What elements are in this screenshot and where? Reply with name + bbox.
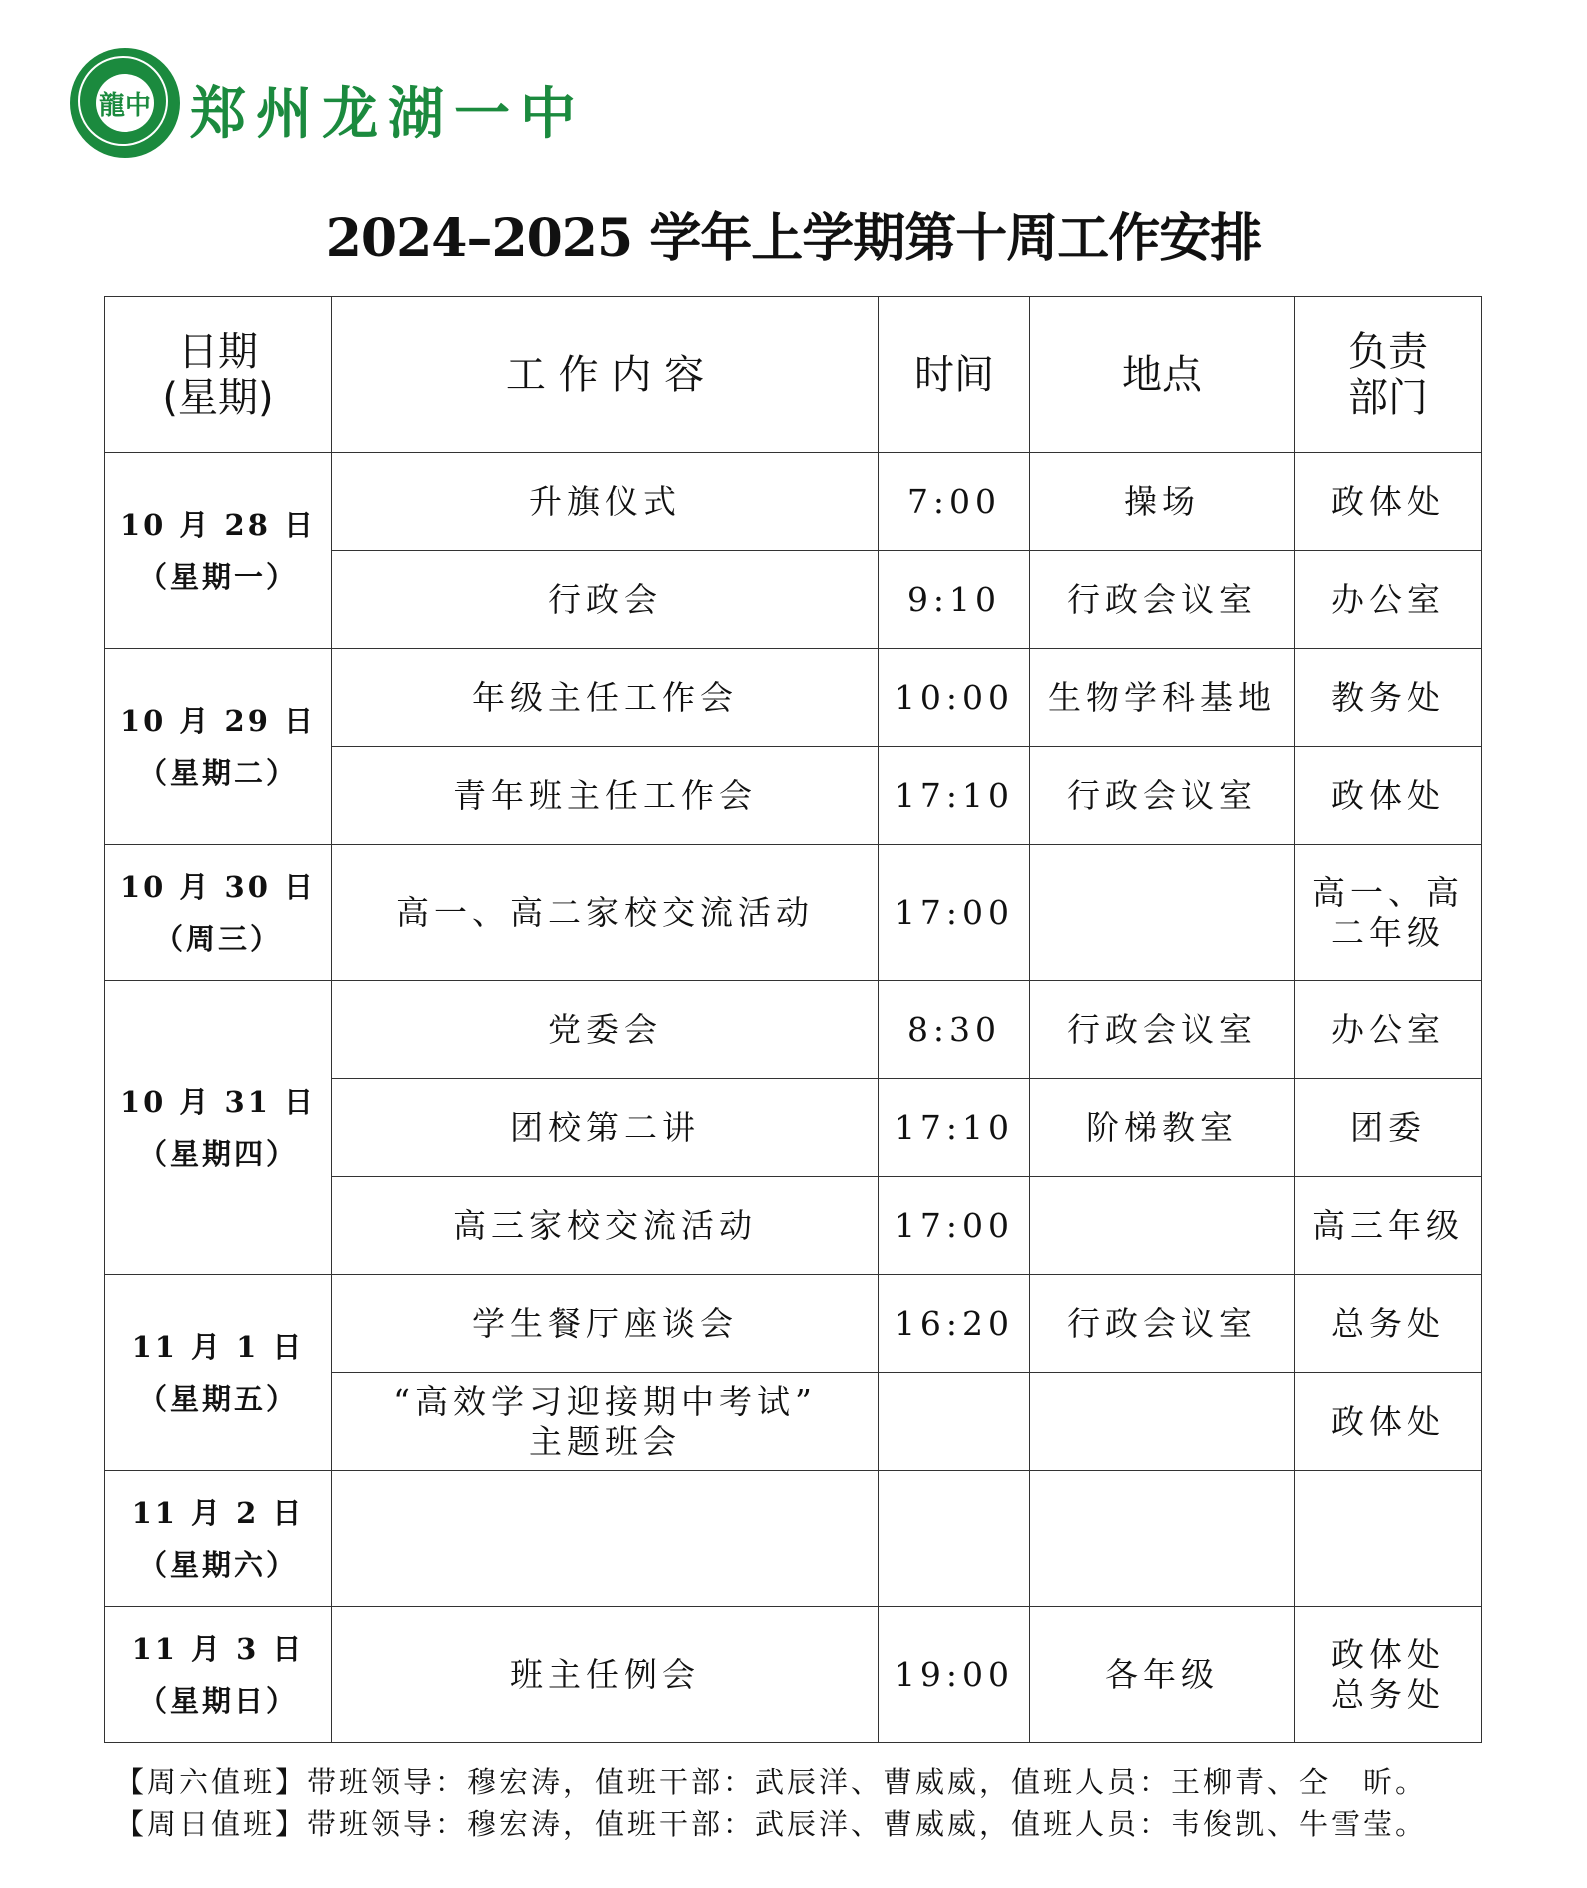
date-cell: 11 月 3 日 （星期日） — [105, 1607, 332, 1743]
table-row — [105, 649, 1482, 747]
header-place: 地点 — [1030, 297, 1295, 453]
table-row — [105, 981, 1482, 1079]
place-cell: 操场 — [1030, 453, 1295, 551]
time-cell: 16:20 — [879, 1275, 1030, 1373]
date-cell: 11 月 2 日 （星期六） — [105, 1471, 332, 1607]
dept-cell: 高三年级 — [1295, 1177, 1482, 1275]
time-cell — [879, 1373, 1030, 1471]
content-cell: 团校第二讲 — [332, 1079, 879, 1177]
schedule-table — [104, 296, 1482, 1743]
content-cell: “高效学习迎接期中考试” 主题班会 — [332, 1373, 879, 1471]
place-cell: 行政会议室 — [1030, 551, 1295, 649]
table-row — [105, 845, 1482, 981]
content-cell — [332, 1471, 879, 1607]
header-content: 工 作 内 容 — [332, 297, 879, 453]
content-cell: 升旗仪式 — [332, 453, 879, 551]
content-cell: 学生餐厅座谈会 — [332, 1275, 879, 1373]
time-cell: 9:10 — [879, 551, 1030, 649]
time-cell — [879, 1471, 1030, 1607]
dept-cell: 教务处 — [1295, 649, 1482, 747]
dept-cell — [1295, 1471, 1482, 1607]
time-cell: 19:00 — [879, 1607, 1030, 1743]
time-cell: 7:00 — [879, 453, 1030, 551]
dept-cell: 政体处 — [1295, 747, 1482, 845]
content-cell: 高三家校交流活动 — [332, 1177, 879, 1275]
header-time: 时间 — [879, 297, 1030, 453]
place-cell: 阶梯教室 — [1030, 1079, 1295, 1177]
time-cell: 17:00 — [879, 845, 1030, 981]
school-name: 郑州龙湖一中 — [190, 81, 586, 147]
content-cell: 班主任例会 — [332, 1607, 879, 1743]
content-cell: 高一、高二家校交流活动 — [332, 845, 879, 981]
place-cell: 行政会议室 — [1030, 747, 1295, 845]
date-cell: 10 月 31 日 （星期四） — [105, 981, 332, 1275]
place-cell — [1030, 845, 1295, 981]
dept-cell: 政体处 — [1295, 453, 1482, 551]
header-date: 日期 (星期) — [105, 297, 332, 453]
date-cell: 10 月 30 日 （周三） — [105, 845, 332, 981]
table-row — [105, 1275, 1482, 1373]
content-cell: 党委会 — [332, 981, 879, 1079]
saturday-duty-note: 【周六值班】带班领导：穆宏涛，值班干部：武辰洋、曹威威，值班人员：王柳青、仝 昕。 — [115, 1765, 1428, 1799]
place-cell: 行政会议室 — [1030, 981, 1295, 1079]
dept-cell: 办公室 — [1295, 551, 1482, 649]
content-cell: 青年班主任工作会 — [332, 747, 879, 845]
sunday-duty-note: 【周日值班】带班领导：穆宏涛，值班干部：武辰洋、曹威威，值班人员：韦俊凯、牛雪莹。 — [115, 1807, 1428, 1841]
dept-cell: 政体处 总务处 — [1295, 1607, 1482, 1743]
time-cell: 8:30 — [879, 981, 1030, 1079]
header-dept: 负责 部门 — [1295, 297, 1482, 453]
dept-cell: 政体处 — [1295, 1373, 1482, 1471]
date-cell: 10 月 29 日 （星期二） — [105, 649, 332, 845]
dept-cell: 办公室 — [1295, 981, 1482, 1079]
table-row — [105, 453, 1482, 551]
table-row — [105, 1607, 1482, 1743]
page-title: 2024–2025 学年上学期第十周工作安排 — [325, 208, 1262, 269]
date-cell: 11 月 1 日 （星期五） — [105, 1275, 332, 1471]
time-cell: 10:00 — [879, 649, 1030, 747]
place-cell: 生物学科基地 — [1030, 649, 1295, 747]
place-cell: 行政会议室 — [1030, 1275, 1295, 1373]
content-cell: 年级主任工作会 — [332, 649, 879, 747]
table-row — [105, 1471, 1482, 1607]
table-header-row — [105, 297, 1482, 453]
logo-glyph: 龍中 — [98, 90, 151, 121]
content-cell: 行政会 — [332, 551, 879, 649]
place-cell: 各年级 — [1030, 1607, 1295, 1743]
dept-cell: 总务处 — [1295, 1275, 1482, 1373]
place-cell — [1030, 1373, 1295, 1471]
dept-cell: 高一、高 二年级 — [1295, 845, 1482, 981]
time-cell: 17:00 — [879, 1177, 1030, 1275]
time-cell: 17:10 — [879, 747, 1030, 845]
place-cell — [1030, 1177, 1295, 1275]
date-cell: 10 月 28 日 （星期一） — [105, 453, 332, 649]
time-cell: 17:10 — [879, 1079, 1030, 1177]
place-cell — [1030, 1471, 1295, 1607]
school-logo — [70, 48, 180, 158]
dept-cell: 团委 — [1295, 1079, 1482, 1177]
